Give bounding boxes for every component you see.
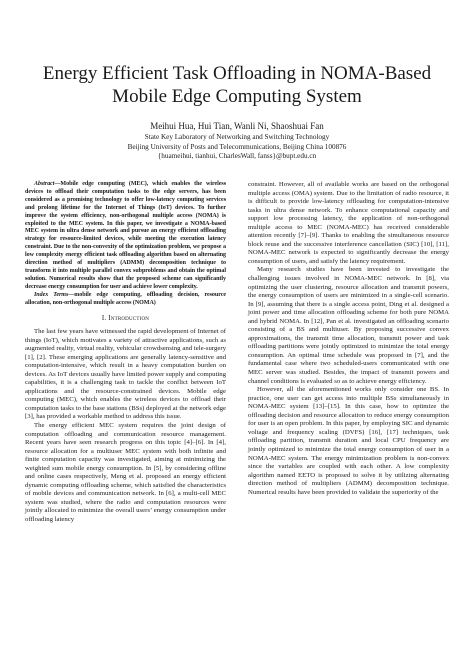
- author-names: Meihui Hua, Hui Tian, Wanli Ni, Shaoshuai Fan: [150, 121, 324, 131]
- paragraph: The last few years have witnessed the rapid development of Internet of things (IoT), which motivates a variety of attractive applications, such as augmented reality, virtual reality, vehicular crowdsensing and tele-surgery [1], [2]. These emerging applications are generally latency-sensitive and computation-intensive, which result in a heavy computation burden on devices. As IoT devices usually have limited power supply and computing capabilities, it is a challenging task to tackle the conflict between IoT applications and the resource-constrained devices. Mobile edge computing (MEC), which enables the wireless devices to offload their computation tasks to the base stations (BSs) deployed at the network edge [3], has provided a workable method to address this issue.: [25, 328, 226, 421]
- paper-title: [20, 62, 454, 108]
- paragraph: Many research studies have been invested to investigate the challenging issues involved in NOMA-MEC network. In [8], via optimizing the user clustering, resource allocation and transmit powers, the energy consumption of users are minimized in a single-cell scenario. In [9], assuming that there is a single access point, Ding et al. designed a joint power and time allocation offloading scheme for both pure NOMA and hybrid NOMA. In [12], Pan et al. investigated an offloading scenario consisting of a BS and multiuser. By proposing successive convex approximations, the transmit time allocation, transmit power and task offloading partitions were jointly optimized to minimize the total energy consumption. An optimal time schedule was proposed in [7], and the fundamental case where two scheduled-users communicated with one MEC server was studied. Besides, the impact of transmit powers and channel conditions is evaluated so as to achieve energy efficiency.: [248, 266, 449, 385]
- right-column: [248, 181, 449, 497]
- index-terms-text: —mobile edge computing, offloading decision, resource allocation, non-orthogonal multiple access (NOMA): [25, 291, 226, 306]
- affiliation-line: State Key Laboratory of Networking and Switching Technology: [144, 133, 330, 141]
- abstract: [25, 181, 226, 292]
- abstract-text: —Mobile edge computing (MEC), which enables the wireless devices to offload their computation tasks to the edge servers, has been considered as a promising technology to offer low-latency computing services and prolong lifetime for the Internet of Things (IoT) devices. To further improve the system efficiency, non-orthogonal multiple access (NOMA) is exploited to the MEC system. In this paper, we investigate a NOMA-based MEC system in ultra dense network and pursue an energy efficient offloading strategy for resource-limited devices, while meeting the execution latency constraint. Due to the non-convexity of the optimization problem, we propose a low complexity energy efficient task offloading algorithm based on alternating direction method of multipliers (ADMM) decomposition technique to transform it into multiple parallel convex subproblems and obtain the optimal solution. Numerical results show that the proposed scheme can significantly decrease energy consumption for user and achieve lower complexity.: [25, 181, 226, 290]
- title-line-2: Mobile Edge Computing System: [112, 86, 362, 107]
- affiliation-line: Beijing University of Posts and Telecommunications, Beijing China 100876: [127, 142, 347, 151]
- title-line-1: Energy Efficient Task Offloading in NOMA-Based: [42, 63, 432, 84]
- index-terms: [25, 292, 226, 308]
- author-block: [40, 121, 434, 162]
- paragraph: However, all the aforementioned works only consider one BS. In practice, one user can get access into multiple BSs simultaneously in NOMA-MEC system [13]–[15]. In this case, how to optimize the offloading decision and resource allocation to reduce energy consumption for user is an open problem. In this paper, by employing SIC and dynamic voltage and frequency scaling (DVFS) [16], [17] techniques, task offloading partition, transmit duration and local CPU frequency are jointly optimized to minimize the total energy consumption of user in a NOMA-MEC system. The energy minimization problem is non-convex since the variables are coupled with each other. A low complexity algorithm named EETO is proposed to solve it by utilizing alternating direction method of multipliers (ADMM) decomposition technique. Numerical results have been provided to validate the superiority of the: [248, 386, 449, 496]
- paragraph-continued: constraint. However, all of available works are based on the orthogonal multiple access (OMA) system. Due to the limitation of radio resource, it is difficult to provide low-latency offloading for computation-intensive tasks in ultra dense network. To enhance computational capacity and support low processing latency, the application of non-orthogonal multiple access to MEC (NOMA-MEC) has received considerable attention recently [7]–[9]. Thanks to enabling the simultaneous resource block reuse and the successive interference cancellation (SIC) [10], [11], NOMA-MEC network is expected to significantly decrease the energy consumption of users, and satisfy the latency requirement.: [248, 181, 449, 265]
- abstract-label: Abstract: [34, 181, 55, 187]
- paragraph: The energy efficient MEC system requires the joint design of computation offloading and communication resource management. Recent years have seen research progress on this topic [4]–[6]. In [4], resource allocation for a multiuser MEC system with both infinite and finite computation capacity was investigated, aiming at minimizing the weighted sum mobile energy consumption. In [5], by considering offline and online cases respectively, Meng et al. proposed an energy efficient dynamic computing offloading scheme, which satisfied the characteristics of mobile devices and communication network. In [6], a multi-cell MEC system was studied, where the radio and computation resources were jointly allocated to minimize the overall users’ energy consumption under offloading latency: [25, 422, 226, 524]
- section-heading-introduction: I. Introduction: [101, 314, 150, 322]
- author-emails: {huameihui, tianhui, CharlesWall, fanss}@bupt.edu.cn: [157, 152, 317, 161]
- index-terms-label: Index Terms: [34, 291, 69, 298]
- left-column: [25, 181, 226, 525]
